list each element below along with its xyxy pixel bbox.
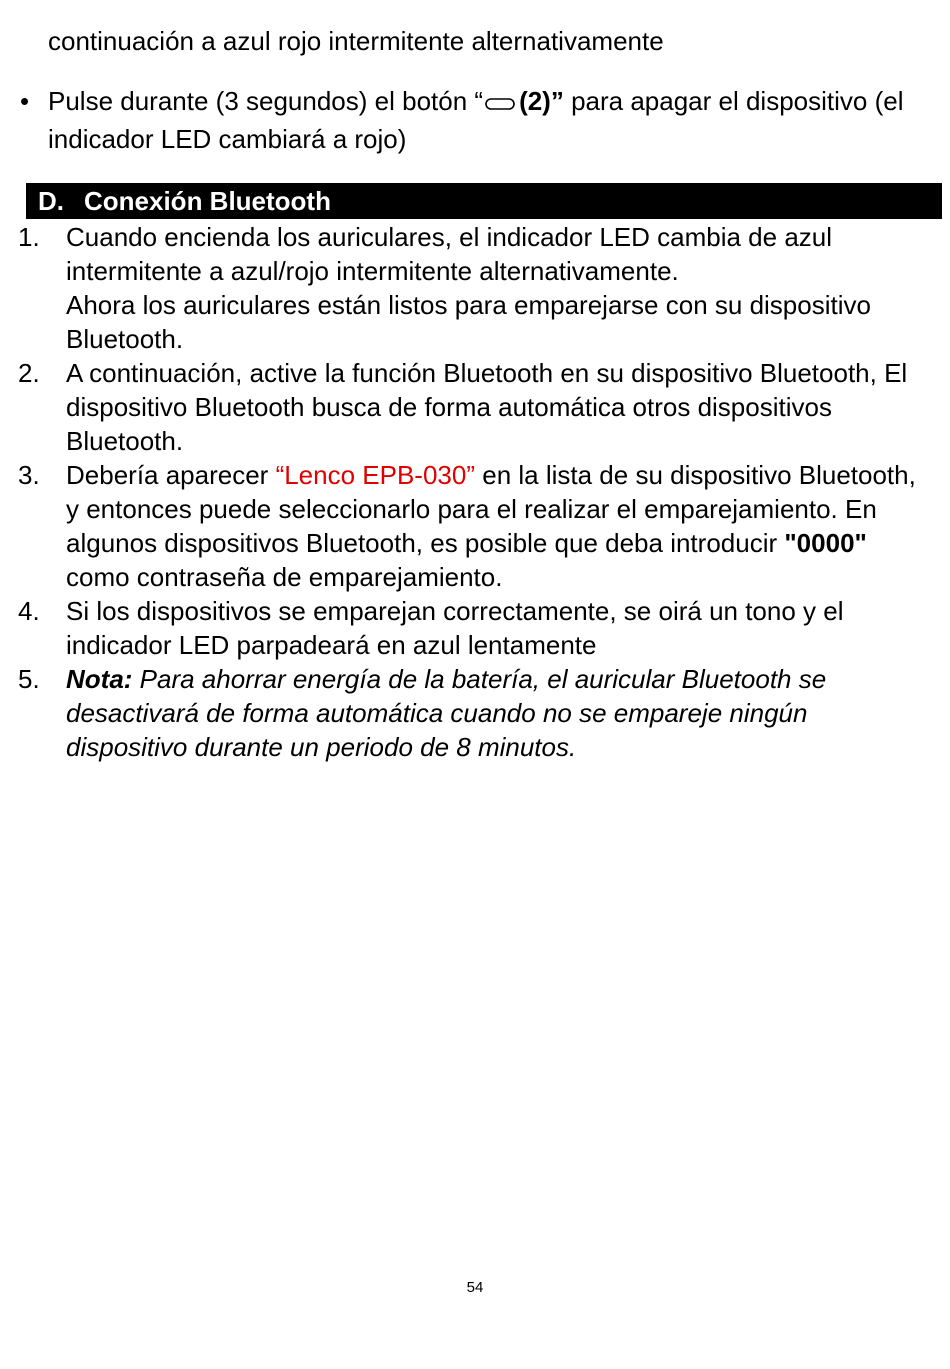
section-header-bluetooth (26, 183, 942, 219)
button-number: (2)” (519, 86, 564, 116)
step-3 (18, 458, 933, 594)
section-letter: D. (38, 186, 64, 216)
note-text: Para ahorrar energía de la batería, el auricular Bluetooth se desactivará de forma automática cuando no se empareje ningún dispositivo durante un periodo de 8 minutos. (66, 664, 827, 762)
step-5 (18, 662, 933, 764)
device-name: “Lenco EPB-030” (275, 460, 476, 490)
step-text: A continuación, active la función Bluetooth en su dispositivo Bluetooth, El dispositivo Bluetooth busca de forma automática otros dispositivos Bluetooth. (66, 358, 908, 456)
bullet-suffix: para apagar el dispositivo (el indicador LED cambiará a rojo) (48, 86, 904, 155)
step-1 (18, 220, 933, 356)
section-title: Conexión Bluetooth (84, 186, 331, 216)
pairing-code: "0000" (784, 528, 867, 558)
step-text-pre: Debería aparecer (66, 460, 276, 490)
step-text: Cuando encienda los auriculares, el indicador LED cambia de azul intermitente a azul/rojo intermitente alternativamente. (66, 222, 833, 286)
step-number: 3. (18, 460, 40, 490)
step-2 (18, 356, 933, 458)
step-number: 1. (18, 222, 40, 252)
step-text-mid: en la lista de su dispositivo Bluetooth, y entonces puede seleccionarlo para el realizar el emparejamiento. En algunos dispositivos Bluetooth, es posible que deba introducir (66, 460, 916, 558)
note-label: Nota: (66, 664, 133, 694)
power-off-bullet (20, 84, 935, 156)
step-text-post: como contraseña de emparejamiento. (66, 562, 503, 592)
step-number: 5. (18, 664, 40, 694)
step-number: 4. (18, 596, 40, 626)
bullet-item (20, 84, 935, 156)
bullet-symbol: • (20, 86, 30, 116)
oval-button-icon (485, 84, 515, 118)
steps-list (18, 220, 933, 764)
step-text-2: Ahora los auriculares están listos para emparejarse con su dispositivo Bluetooth. (66, 290, 871, 354)
page-number: 54 (466, 1279, 484, 1296)
continuation-line: continuación a azul rojo intermitente alternativamente (48, 26, 664, 56)
bullet-prefix: Pulse durante (3 segundos) el botón “ (48, 86, 484, 116)
step-text (66, 458, 933, 594)
step-number: 2. (18, 358, 40, 388)
step-4 (18, 594, 933, 662)
step-text (66, 662, 933, 764)
step-text: Si los dispositivos se emparejan correctamente, se oirá un tono y el indicador LED parpadeará en azul lentamente (66, 596, 844, 660)
